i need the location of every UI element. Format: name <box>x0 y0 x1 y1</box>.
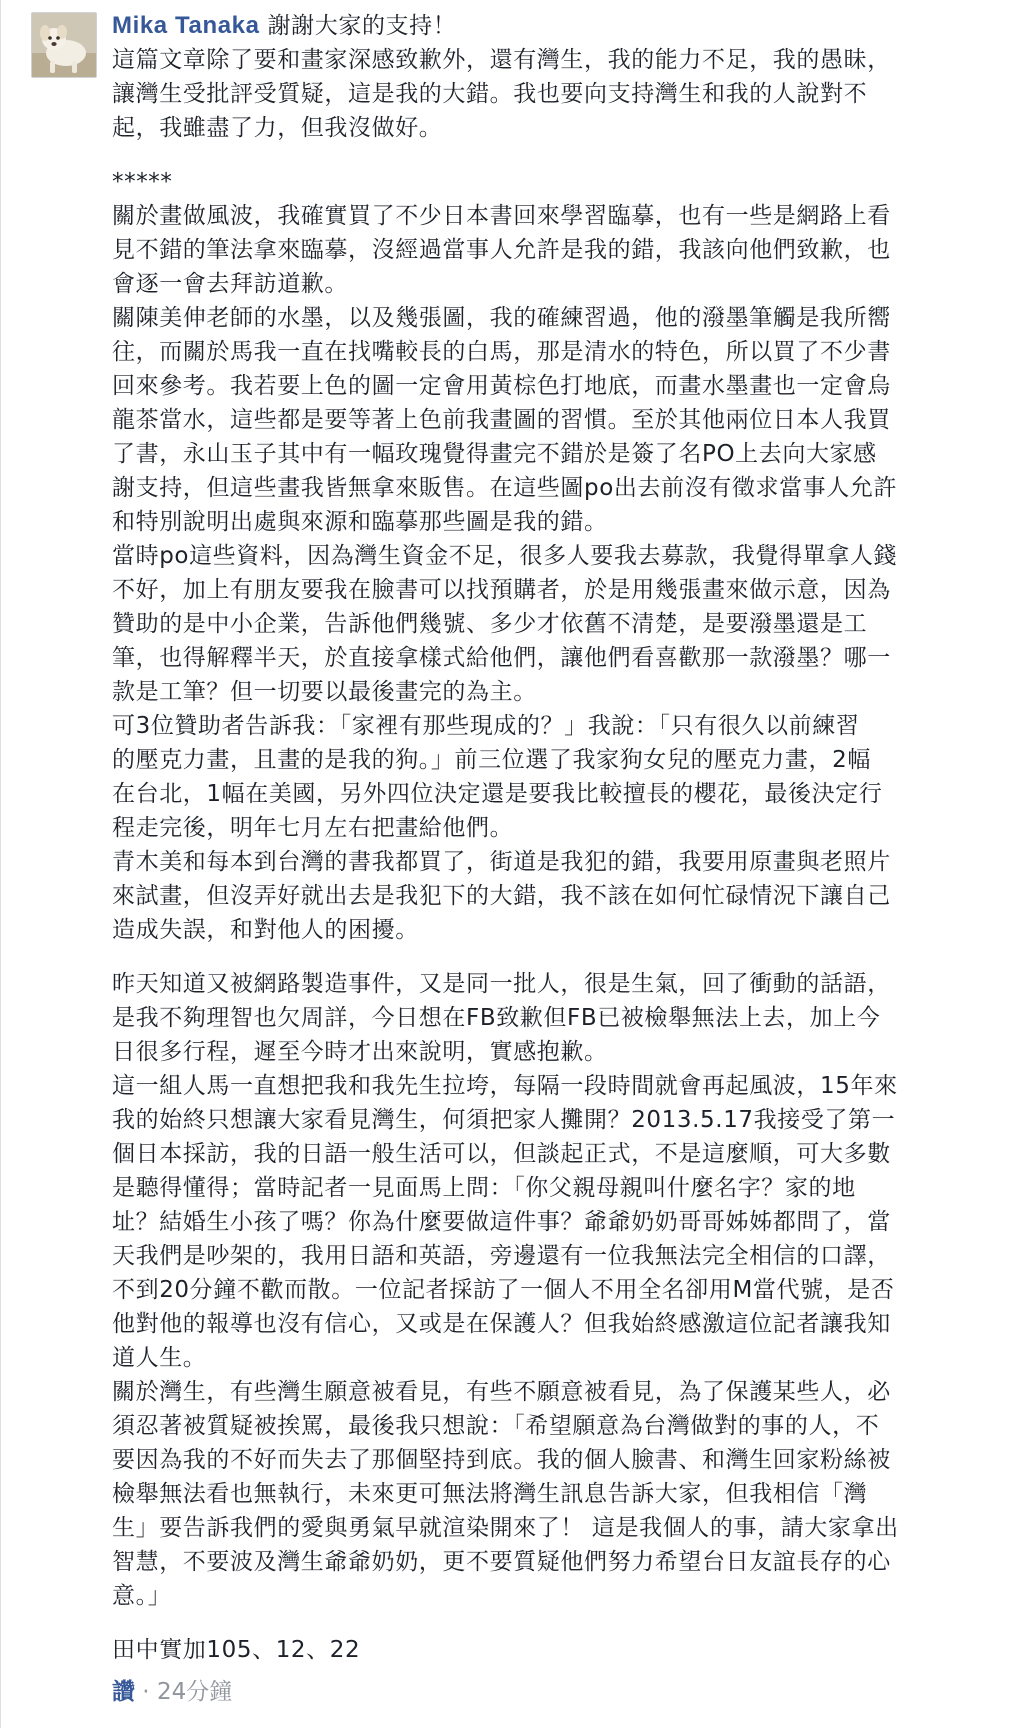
comment-text-line <box>112 539 992 573</box>
comment-text-line <box>112 1477 992 1511</box>
comment-text: 這篇文章除了要和畫家深感致歉外，還有灣生，我的能力不足，我的愚昧， <box>112 47 891 73</box>
comment-body <box>112 9 992 1709</box>
comment-actions <box>112 1675 992 1709</box>
comment-text-line <box>112 1579 992 1613</box>
comment-text: 來試畫，但沒弄好就出去是我犯下的大錯，我不該在如何忙碌情況下讓自己 <box>112 883 891 909</box>
comment-text: 不好，加上有朋友要我在臉書可以找預購者，於是用幾張畫來做示意，因為 <box>112 577 891 603</box>
comment-text: 當時po這些資料，因為灣生資金不足，很多人要我去募款，我覺得單拿人錢 <box>112 543 898 569</box>
comment-text: 要因為我的不好而失去了那個堅持到底。我的個人臉書、和灣生回家粉絲被 <box>112 1447 891 1473</box>
comment-text-line <box>112 9 992 43</box>
comment-text-line <box>112 777 992 811</box>
comment-text-line <box>112 1375 992 1409</box>
comment-text: 在台北，1幅在美國，另外四位決定還是要我比較擅長的櫻花，最後決定行 <box>112 781 883 807</box>
comment-text: 回來參考。我若要上色的圖一定會用黃棕色打地底，而畫水墨畫也一定會烏 <box>112 373 891 399</box>
comment-text-line <box>112 1035 992 1069</box>
comment-text-line <box>112 709 992 743</box>
comment-text-line <box>112 1069 992 1103</box>
comment-text: 智慧，不要波及灣生爺爺奶奶，更不要質疑他們努力希望台日友誼長存的心 <box>112 1549 891 1575</box>
comment-text: 龍茶當水，這些都是要等著上色前我畫圖的習慣。至於其他兩位日本人我買 <box>112 407 891 433</box>
comment-text-line <box>112 471 992 505</box>
comment-text: 他對他的報導也沒有信心，又或是在保護人？但我始終感激這位記者讓我知 <box>112 1311 891 1337</box>
comment-text-line <box>112 335 992 369</box>
comment-text-line <box>112 505 992 539</box>
comment-text-line <box>112 675 992 709</box>
comment-text: 的壓克力畫，且畫的是我的狗。」前三位選了我家狗女兒的壓克力畫，2幅 <box>112 747 871 773</box>
comment-text: 關於灣生，有些灣生願意被看見，有些不願意被看見，為了保護某些人，必 <box>112 1379 891 1405</box>
comment-text: 會逐一會去拜訪道歉。 <box>112 271 348 297</box>
separator-dot: · <box>135 1679 157 1705</box>
paragraph-gap <box>112 145 992 165</box>
comment-text-line <box>112 1307 992 1341</box>
comment-text: 了書，永山玉子其中有一幅玫瑰覺得畫完不錯於是簽了名PO上去向大家感 <box>112 441 877 467</box>
comment-text: 這一組人馬一直想把我和我先生拉垮，每隔一段時間就會再起風波，15年來 <box>112 1073 898 1099</box>
comment-text-line <box>112 437 992 471</box>
comment-text: 款是工筆？但一切要以最後畫完的為主。 <box>112 679 537 705</box>
comment-text: 讓灣生受批評受質疑，這是我的大錯。我也要向支持灣生和我的人說對不 <box>112 81 868 107</box>
comment-text-line <box>112 641 992 675</box>
paragraph-gap <box>112 1613 992 1633</box>
comment-text-line <box>112 573 992 607</box>
comment-text-line <box>112 267 992 301</box>
comment-text-line <box>112 845 992 879</box>
comment-text-line <box>112 1341 992 1375</box>
comment-text: 贊助的是中小企業，告訴他們幾號、多少才依舊不清楚，是要潑墨還是工 <box>112 611 868 637</box>
comment-text: 起，我雖盡了力，但我沒做好。 <box>112 115 443 141</box>
comment-text: 謝支持，但這些畫我皆無拿來販售。在這些圖po出去前沒有徵求當事人允許 <box>112 475 898 501</box>
comment-text: 造成失誤，和對他人的困擾。 <box>112 917 419 943</box>
comment-text-line <box>112 1633 992 1667</box>
dog-photo-avatar-icon <box>32 13 96 77</box>
paragraph-gap <box>112 947 992 967</box>
comment-text-line <box>112 1001 992 1035</box>
comment-text-line <box>112 199 992 233</box>
comment-text-line <box>112 1239 992 1273</box>
comment-text-line <box>112 43 992 77</box>
comment-text: 道人生。 <box>112 1345 207 1371</box>
avatar[interactable] <box>31 12 97 78</box>
comment-text: 檢舉無法看也無執行，未來更可無法將灣生訊息告訴大家，但我相信「灣 <box>112 1481 868 1507</box>
comment-text: 筆，也得解釋半天，於直接拿樣式給他們，讓他們看喜歡那一款潑墨？哪一 <box>112 645 891 671</box>
comment-text: 見不錯的筆法拿來臨摹，沒經過當事人允許是我的錯，我該向他們致歉，也 <box>112 237 891 263</box>
comment-text-line <box>112 165 992 199</box>
comment-text: 可3位贊助者告訴我：「家裡有那些現成的？」我說：「只有很久以前練習 <box>112 713 860 739</box>
comment-text-line <box>112 1545 992 1579</box>
timestamp-link[interactable]: 24分鐘 <box>156 1679 233 1705</box>
like-button[interactable]: 讚 <box>112 1679 135 1705</box>
comment-text-line <box>112 1205 992 1239</box>
comment-text-line <box>112 607 992 641</box>
comment-text-line <box>112 1409 992 1443</box>
comment-text-line <box>112 1273 992 1307</box>
comment-text: 是我不夠理智也欠周詳，今日想在FB致歉但FB已被檢舉無法上去，加上今 <box>112 1005 881 1031</box>
comment-text-line <box>112 111 992 145</box>
comment-text: 和特別說明出處與來源和臨摹那些圖是我的錯。 <box>112 509 608 535</box>
comment-text-line <box>112 1443 992 1477</box>
comment-text-line <box>112 879 992 913</box>
comment-text: 生」要告訴我們的愛與勇氣早就渲染開來了！ 這是我個人的事，請大家拿出 <box>112 1515 899 1541</box>
comment-text: 田中實加105、12、22 <box>112 1637 361 1663</box>
comment-text: 個日本採訪，我的日語一般生活可以，但談起正式，不是這麼順，可大多數 <box>112 1141 891 1167</box>
comment-text-line <box>112 967 992 1001</box>
comment-text: 程走完後，明年七月左右把畫給他們。 <box>112 815 514 841</box>
comment-text-line <box>112 233 992 267</box>
comment-text: 關於畫做風波，我確實買了不少日本書回來學習臨摹，也有一些是網路上看 <box>112 203 891 229</box>
comment-text: 謝謝大家的支持！ <box>267 13 457 39</box>
comment-text: 須忍著被質疑被挨罵，最後我只想說：「希望願意為台灣做對的事的人，不 <box>112 1413 880 1439</box>
comment-text: 關陳美伸老師的水墨，以及幾張圖，我的確練習過，他的潑墨筆觸是我所嚮 <box>112 305 891 331</box>
comment-text-line <box>112 1511 992 1545</box>
comment-text: 意。」 <box>112 1583 172 1609</box>
comment-text-line <box>112 913 992 947</box>
comment-text: ***** <box>112 169 173 195</box>
comment-text: 不到20分鐘不歡而散。一位記者採訪了一個人不用全名卻用M當代號，是否 <box>112 1277 895 1303</box>
comment-text-line <box>112 301 992 335</box>
comment-text-line <box>112 77 992 111</box>
author-name-link[interactable]: Mika Tanaka <box>112 12 260 39</box>
comment-text-line <box>112 1171 992 1205</box>
comment-text: 是聽得懂得；當時記者一見面馬上問：「你父親母親叫什麼名字？家的地 <box>112 1175 856 1201</box>
comment-text-line <box>112 811 992 845</box>
comment-text-line <box>112 369 992 403</box>
comment-text: 我的始終只想讓大家看見灣生，何須把家人攤開？2013.5.17我接受了第一 <box>112 1107 896 1133</box>
comment-text-line <box>112 743 992 777</box>
comment-text: 往，而關於馬我一直在找嘴較長的白馬，那是清水的特色，所以買了不少書 <box>112 339 891 365</box>
comment-text-line <box>112 1137 992 1171</box>
comment-text-line <box>112 1103 992 1137</box>
comment-text: 日很多行程，遲至今時才出來說明，實感抱歉。 <box>112 1039 608 1065</box>
comment-text: 青木美和每本到台灣的書我都買了，街道是我犯的錯，我要用原畫與老照片 <box>112 849 891 875</box>
comment-text-line <box>112 403 992 437</box>
comment-text: 天我們是吵架的，我用日語和英語，旁邊還有一位我無法完全相信的口譯， <box>112 1243 891 1269</box>
comment-text: 址？結婚生小孩了嗎？你為什麼要做這件事？爺爺奶奶哥哥姊姊都問了，當 <box>112 1209 891 1235</box>
comment-text: 昨天知道又被網路製造事件，又是同一批人，很是生氣，回了衝動的話語， <box>112 971 891 997</box>
